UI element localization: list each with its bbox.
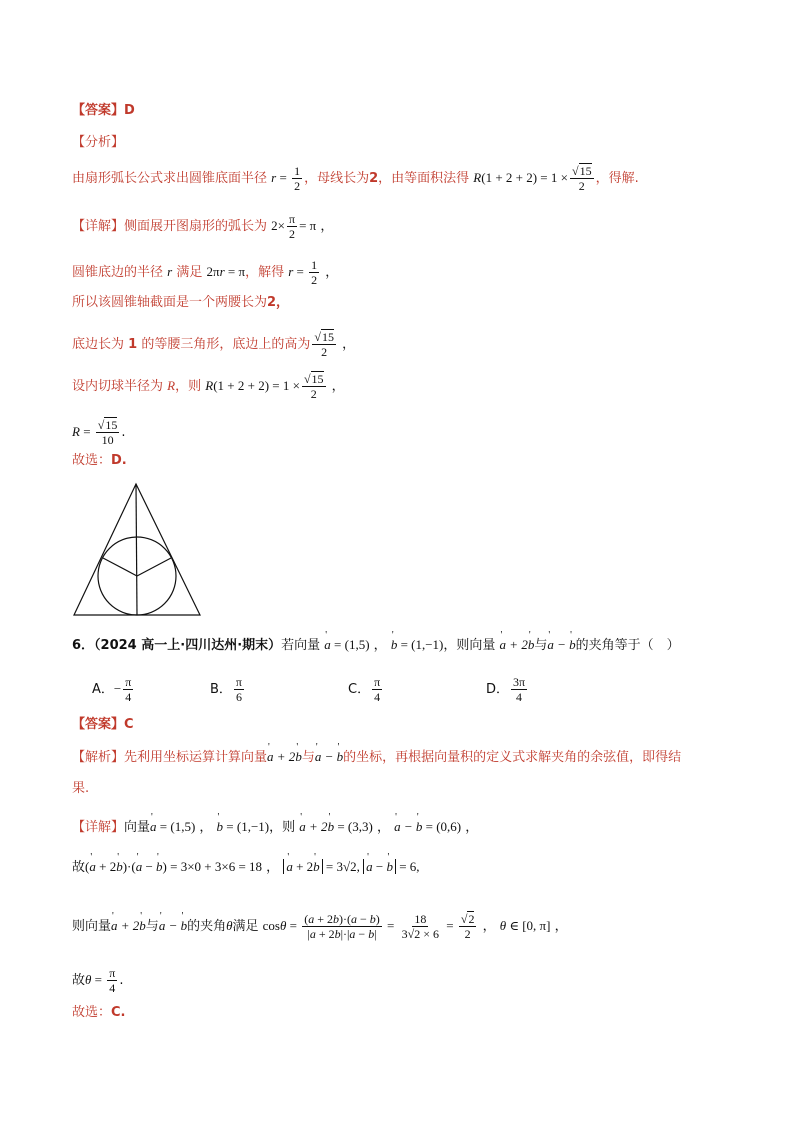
formula: R <box>72 424 80 439</box>
formula: (' a + 2' b)·(' a − ' b) = 3×0 + 3×6 = 18 <box>85 859 262 874</box>
formula: ' a + 2' b <box>111 918 146 933</box>
option-c <box>348 675 384 704</box>
formula: = <box>91 972 106 987</box>
formula: 2πr = π <box>206 264 246 279</box>
formula: R <box>473 170 482 185</box>
formula: R <box>205 378 214 393</box>
formula: ' a + 2' b <box>299 819 334 834</box>
detail-text: ，则 <box>175 379 202 394</box>
altitude-line <box>136 484 137 615</box>
formula: ' a + 2' b = 3√2, ' a − ' b = 6, <box>283 859 419 874</box>
option-d <box>486 675 529 704</box>
formula: = (1,−1) <box>397 637 444 652</box>
q5-analysis-tag-line <box>72 134 124 152</box>
formula: θ <box>85 972 92 987</box>
detail-text: 侧面展开图扇形的弧长为 <box>124 219 268 234</box>
q6-analysis-line-1 <box>72 748 681 767</box>
analysis-text: 先利用坐标运算计算向量 <box>124 750 268 765</box>
q6-stem: 6．（2024 高一上·四川达州·期末）若向量 ' a = (1,5) ， ' b = (1,−1)，则向量 ' a + 2' b与' a − ' b的夹角等于（ ） <box>72 636 680 655</box>
fraction: $\frac{18}{3√2 \times 6}$ <box>401 912 439 941</box>
formula: = <box>79 424 94 439</box>
formula: cosθ = <box>262 918 301 933</box>
stem-text: 与 <box>534 638 548 653</box>
detail-tag: 【详解】 <box>72 219 125 234</box>
formula: = (1,−1) <box>223 819 270 834</box>
answer-value: C <box>124 717 134 732</box>
formula: = <box>276 170 291 185</box>
q6-detail-line-3: 则向量' a + 2' b与' a − ' b的夹角θ满足 cosθ = $\frac{(a + 2b)\cdot(a - b)}{|a + 2b|\cdot|a - b|}$ = $\frac{18}{3√2 \times 6}$ = $\frac{√2}{2}$ ， θ ∈ [0, π] ， <box>72 912 568 941</box>
formula: ' a − ' b <box>547 637 575 652</box>
detail-text: 故 <box>72 860 86 875</box>
option-label: A． <box>92 682 114 697</box>
analysis-text: 与 <box>301 750 315 765</box>
analysis-text: ，得解. <box>595 171 639 186</box>
q5-analysis-line <box>72 164 639 193</box>
formula: 2× <box>271 218 286 233</box>
formula: ' a − ' b <box>394 819 422 834</box>
choose-value: D. <box>111 453 127 468</box>
detail-text: ，则 <box>269 820 296 835</box>
detail-text: 设内切球半径为 <box>72 379 164 394</box>
formula: = <box>443 918 457 933</box>
fraction: $\frac{(a + 2b)\cdot(a - b)}{|a + 2b|\cdot|a - b|}$ <box>304 912 380 941</box>
formula: − <box>113 681 122 696</box>
option-a <box>92 675 135 704</box>
option-label: D． <box>486 682 510 697</box>
formula: θ ∈ [0, π] <box>499 918 551 933</box>
q6-detail-line-1: 【详解】向量' a = (1,5) ， ' b = (1,−1)，则 ' a + 2' b = (3,3) ， ' a − ' b = (0,6) ， <box>72 818 478 837</box>
answer-tag: 【答案】 <box>72 103 125 118</box>
question-number: 6． <box>72 638 95 653</box>
choose-tag: 故选： <box>72 1005 112 1020</box>
detail-text: 向量 <box>124 820 151 835</box>
fraction: $\frac{√15}{2}$ <box>303 372 324 401</box>
fraction: $\frac{√2}{2}$ <box>460 912 475 941</box>
stem-text: 若向量 <box>281 638 321 653</box>
analysis-text: 的坐标，再根据向量积的定义式求解夹角的余弦值，即得结 <box>343 750 682 765</box>
detail-tag: 【详解】 <box>72 820 125 835</box>
detail-text: 圆锥底边的半径 <box>72 265 164 280</box>
fraction: $\frac{\pi}{4}$ <box>109 966 116 995</box>
formula: = <box>293 264 308 279</box>
q5-detail-line-1: 【详解】侧面展开图扇形的弧长为 2× $\frac{\pi}{2}$ = π ， <box>72 212 334 241</box>
formula: = (0,6) <box>422 819 462 834</box>
fraction: $\frac{1}{2}$ <box>311 258 318 287</box>
cone-cross-section-figure <box>70 482 204 618</box>
detail-text: 满足 <box>176 265 203 280</box>
formula: r <box>288 264 294 279</box>
q5-detail-line-2: 圆锥底边的半径 r 满足 2πr = π，解得 r = $\frac{1}{2}$ ， <box>72 258 339 287</box>
formula: (1 + 2 + 2) = 1 × <box>481 170 568 185</box>
formula: ' b <box>217 818 224 836</box>
analysis-text: 果. <box>72 781 90 796</box>
formula: ' a − ' b <box>159 918 187 933</box>
q5-answer-line <box>72 102 135 120</box>
q6-answer-line <box>72 716 134 734</box>
analysis-text: ，由等面积法得 <box>378 171 470 186</box>
formula: ' a + 2' b <box>500 637 535 652</box>
q6-choose-line <box>72 1004 126 1022</box>
formula: = (3,3) <box>334 819 373 834</box>
formula: ' b <box>391 636 398 654</box>
analysis-text: 由扇形弧长公式求出圆锥底面半径 <box>72 171 268 186</box>
formula: = <box>383 918 398 933</box>
detail-text: 所以该圆锥轴截面是一个两腰长为 <box>72 295 268 310</box>
choose-value: C. <box>111 1005 126 1020</box>
detail-text: R <box>167 378 176 393</box>
formula: θ <box>226 918 233 933</box>
question-source: （2024 高一上·四川达州·期末） <box>94 638 282 653</box>
detail-text: 与 <box>145 919 159 934</box>
formula: = π <box>299 218 317 233</box>
answer-value: D <box>124 103 135 118</box>
option-label: B． <box>210 682 232 697</box>
answer-tag: 【答案】 <box>72 717 125 732</box>
stem-text: ，则向量 <box>443 638 496 653</box>
q5-detail-line-5: 设内切球半径为 R，则 R(1 + 2 + 2) = 1 × $\frac{√15}{2}$ ， <box>72 372 345 401</box>
fraction: $\frac{√15}{10}$ <box>97 418 118 447</box>
q5-detail-line-3 <box>72 294 289 312</box>
q5-detail-line-6: R = $\frac{√15}{10}$ . <box>72 418 126 447</box>
choose-tag: 故选： <box>72 453 112 468</box>
option-b <box>210 675 246 704</box>
detail-text: 则向量 <box>72 919 112 934</box>
fraction: $\frac{\pi}{2}$ <box>289 212 296 241</box>
fraction: $\frac{1}{2}$ <box>294 164 301 193</box>
detail-text: ，解得 <box>245 265 285 280</box>
q6-detail-line-4: 故θ = $\frac{\pi}{4}$ . <box>72 966 124 995</box>
formula: ' a <box>150 818 157 836</box>
detail-text: 的夹角 <box>187 919 227 934</box>
analysis-tag: 【分析】 <box>72 135 125 150</box>
formula: (1 + 2 + 2) = 1 × <box>213 378 300 393</box>
radius-left <box>103 558 137 576</box>
detail-text: 2， <box>267 295 290 310</box>
detail-text: 1 <box>128 337 138 352</box>
option-label: C． <box>348 682 371 697</box>
detail-text: 的等腰三角形，底边上的高为 <box>141 337 311 352</box>
q5-choose-line <box>72 452 127 470</box>
q6-analysis-line-2 <box>72 780 89 798</box>
detail-text: 故 <box>72 973 86 988</box>
fraction: $\frac{\pi}{6}$ <box>235 675 242 704</box>
radius-right <box>137 558 171 576</box>
formula: = (1,5) <box>156 819 196 834</box>
q6-detail-line-2: 故(' a + 2' b)·(' a − ' b) = 3×0 + 3×6 = 18 ， ' a + 2' b = 3√2, ' a − ' b = 6, <box>72 858 420 877</box>
formula: r <box>167 264 173 279</box>
detail-text: 底边长为 <box>72 337 125 352</box>
analysis-text: 2 <box>369 171 379 186</box>
formula: ' a + 2' b <box>267 749 302 764</box>
fraction: $\frac{\pi}{4}$ <box>125 675 132 704</box>
detail-text: 满足 <box>232 919 259 934</box>
formula: = (1,5) <box>330 637 370 652</box>
formula: r <box>271 170 277 185</box>
fraction: $\frac{\pi}{4}$ <box>374 675 381 704</box>
stem-text: 的夹角等于（ ） <box>575 638 680 653</box>
formula: ' a − ' b <box>315 749 343 764</box>
analysis-tag: 【解析】 <box>72 750 125 765</box>
formula: ' a <box>324 636 331 654</box>
analysis-text: ，母线长为 <box>304 171 370 186</box>
fraction: $\frac{√15}{2}$ <box>571 164 592 193</box>
fraction: $\frac{3\pi}{4}$ <box>513 675 526 704</box>
fraction: $\frac{√15}{2}$ <box>314 330 334 359</box>
q5-detail-line-4: 底边长为 1 的等腰三角形，底边上的高为 $\frac{√15}{2}$ ， <box>72 330 356 359</box>
